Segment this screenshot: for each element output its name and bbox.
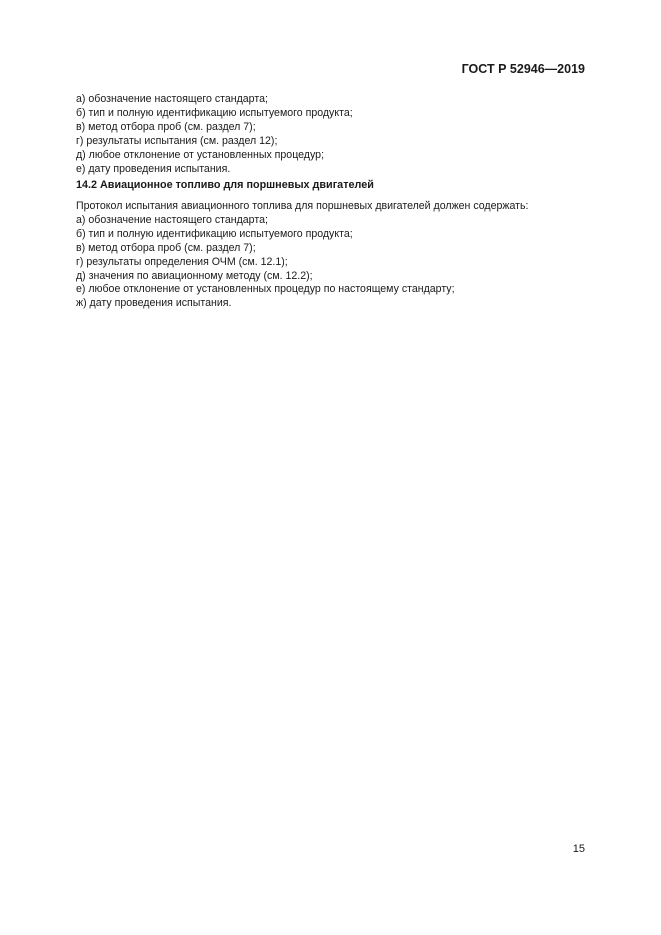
list-item: е) любое отклонение от установленных процедур по настоящему стандарту; xyxy=(76,283,455,296)
list-item: а) обозначение настоящего стандарта; xyxy=(76,93,268,105)
list-item: в) метод отбора проб (см. раздел 7); xyxy=(76,241,256,254)
list-item: а) обозначение настоящего стандарта; xyxy=(76,213,268,226)
document-header-id: ГОСТ Р 52946—2019 xyxy=(461,62,585,76)
list-item: е) дату проведения испытания. xyxy=(76,162,231,175)
section-heading-14-2: 14.2 Авиационное топливо для поршневых двигателей xyxy=(76,179,374,191)
list-item: д) любое отклонение от установленных процедур; xyxy=(76,148,325,161)
page-number: 15 xyxy=(572,843,585,855)
list-item: г) результаты испытания (см. раздел 12); xyxy=(76,134,278,147)
list-item: в) метод отбора проб (см. раздел 7); xyxy=(76,120,256,133)
list-item: б) тип и полную идентификацию испытуемого продукта; xyxy=(76,227,353,240)
list-14-2 xyxy=(76,200,596,311)
list-item: ж) дату проведения испытания. xyxy=(76,297,232,310)
intro-paragraph: Протокол испытания авиационного топлива для поршневых двигателей должен содержать: xyxy=(76,200,529,212)
list-item: б) тип и полную идентификацию испытуемого продукта; xyxy=(76,106,353,119)
list-14-1 xyxy=(76,93,596,176)
list-item: д) значения по авиационному методу (см. 12.2); xyxy=(76,269,313,282)
list-item: г) результаты определения ОЧМ (см. 12.1); xyxy=(76,255,288,268)
